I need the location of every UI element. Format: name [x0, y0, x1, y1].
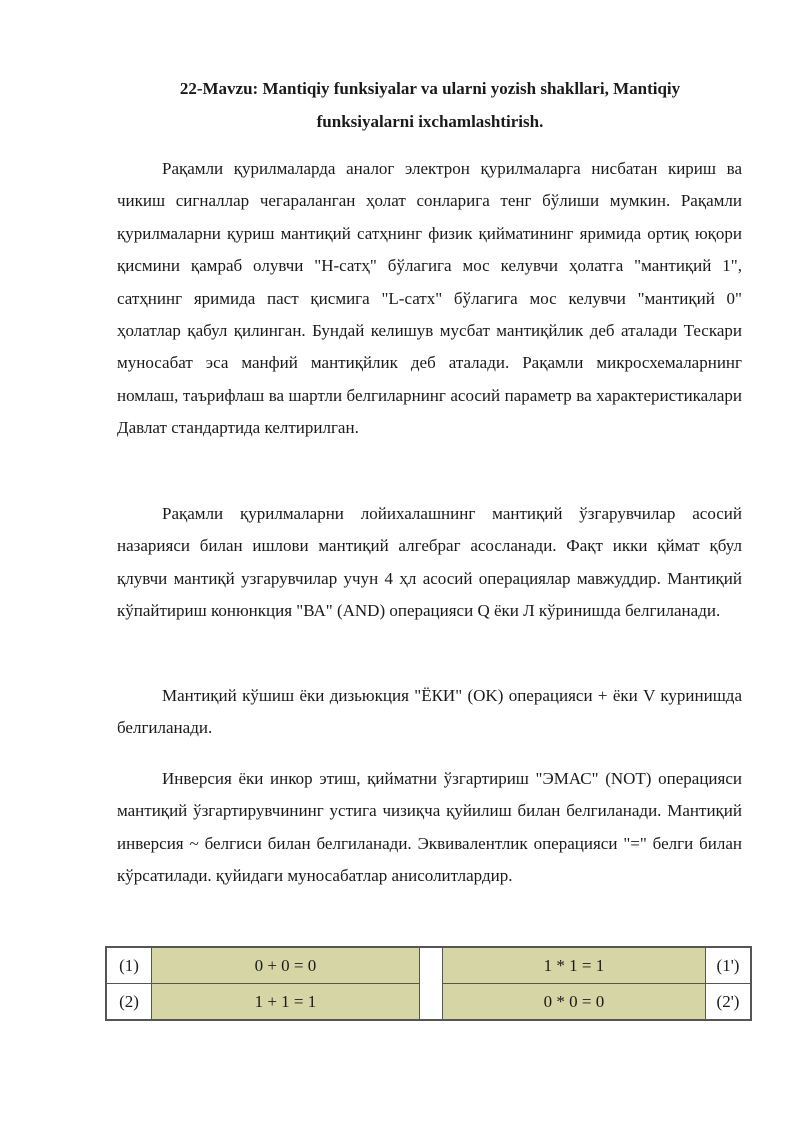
right-equation-number: (2'): [706, 984, 752, 1021]
left-equation-number: (2): [106, 984, 152, 1021]
paragraph-disjunction: Мантиқий кўшиш ёки дизьюкция "ЁКИ" (OK) операцияси + ёки V куринишда белгиланади.: [117, 686, 742, 738]
paragraph-digital-devices: Рақамли қурилмаларда аналог электрон қурилмаларга нисбатан кириш ва чикиш сигналлар чегараланган ҳолат сонларига тенг бўлиши мумкин. Рақамли қурилмаларни қуриш мантиқий сатҳнинг физик қийматининг яримида ортиқ юқори қисмини қамраб олувчи "Н-сатҳ" бўлагига мос келувчи ҳолатга "мантиқий 1", сатҳнинг яримида паст қисмига "L-сатх" бўлагига мос келувчи "мантиқий 0" ҳолатлар қабул қилинган. Бундай келишув мусбат мантиқйлик деб аталади Тескари муносабат эса манфий мантиқйлик деб аталади. Рақамли микросхемаларнинг номлаш, таърифлаш ва шартли белгиларнинг асосий параметр ва характеристикалари Давлат стандартида келтирилган.: [117, 159, 742, 438]
title-line-2: funksiyalarni ixchamlashtirish.: [316, 112, 544, 131]
table-row: [106, 947, 751, 984]
page-title: [110, 72, 750, 138]
right-equation: 0 * 0 = 0: [442, 984, 705, 1021]
identities-table: [105, 946, 752, 1021]
right-equation-number: (1'): [706, 947, 752, 984]
right-equation: 1 * 1 = 1: [442, 947, 705, 984]
title-line-1: 22-Mavzu: Mantiqiy funksiyalar va ularni yozish shakllari, Mantiqiy: [179, 79, 681, 98]
left-equation: 1 + 1 = 1: [152, 984, 420, 1021]
left-equation: 0 + 0 = 0: [152, 947, 420, 984]
paragraph-logic-algebra: Рақамли қурилмаларни лойихалашнинг мантиқий ўзгарувчилар асосий назарияси билан ишлови мантиқий алгебраг асосланади. Фақт икки қймат қбул қлувчи мантиқй узгарувчилар учун 4 ҳл асосий операциялар мавжуддир. Мантиқий кўпайтириш конюнкция "ВА" (AND) операцияси Q ёки Л кўринишда белгиланади.: [117, 504, 742, 621]
paragraph-inversion: Инверсия ёки инкор этиш, қийматни ўзгартириш "ЭМАС" (NOT) операцияси мантиқий ўзгартирувчининг устига чизиқча қуйилиш билан белгиланади. Мантиқий инверсия ~ белгиси билан белгиланади. Эквивалентлик операцияси "=" белги билан кўрсатилади. қуйидаги муносабатлар анисолитлардир.: [117, 769, 742, 886]
table-gap: [419, 947, 442, 1020]
left-equation-number: (1): [106, 947, 152, 984]
